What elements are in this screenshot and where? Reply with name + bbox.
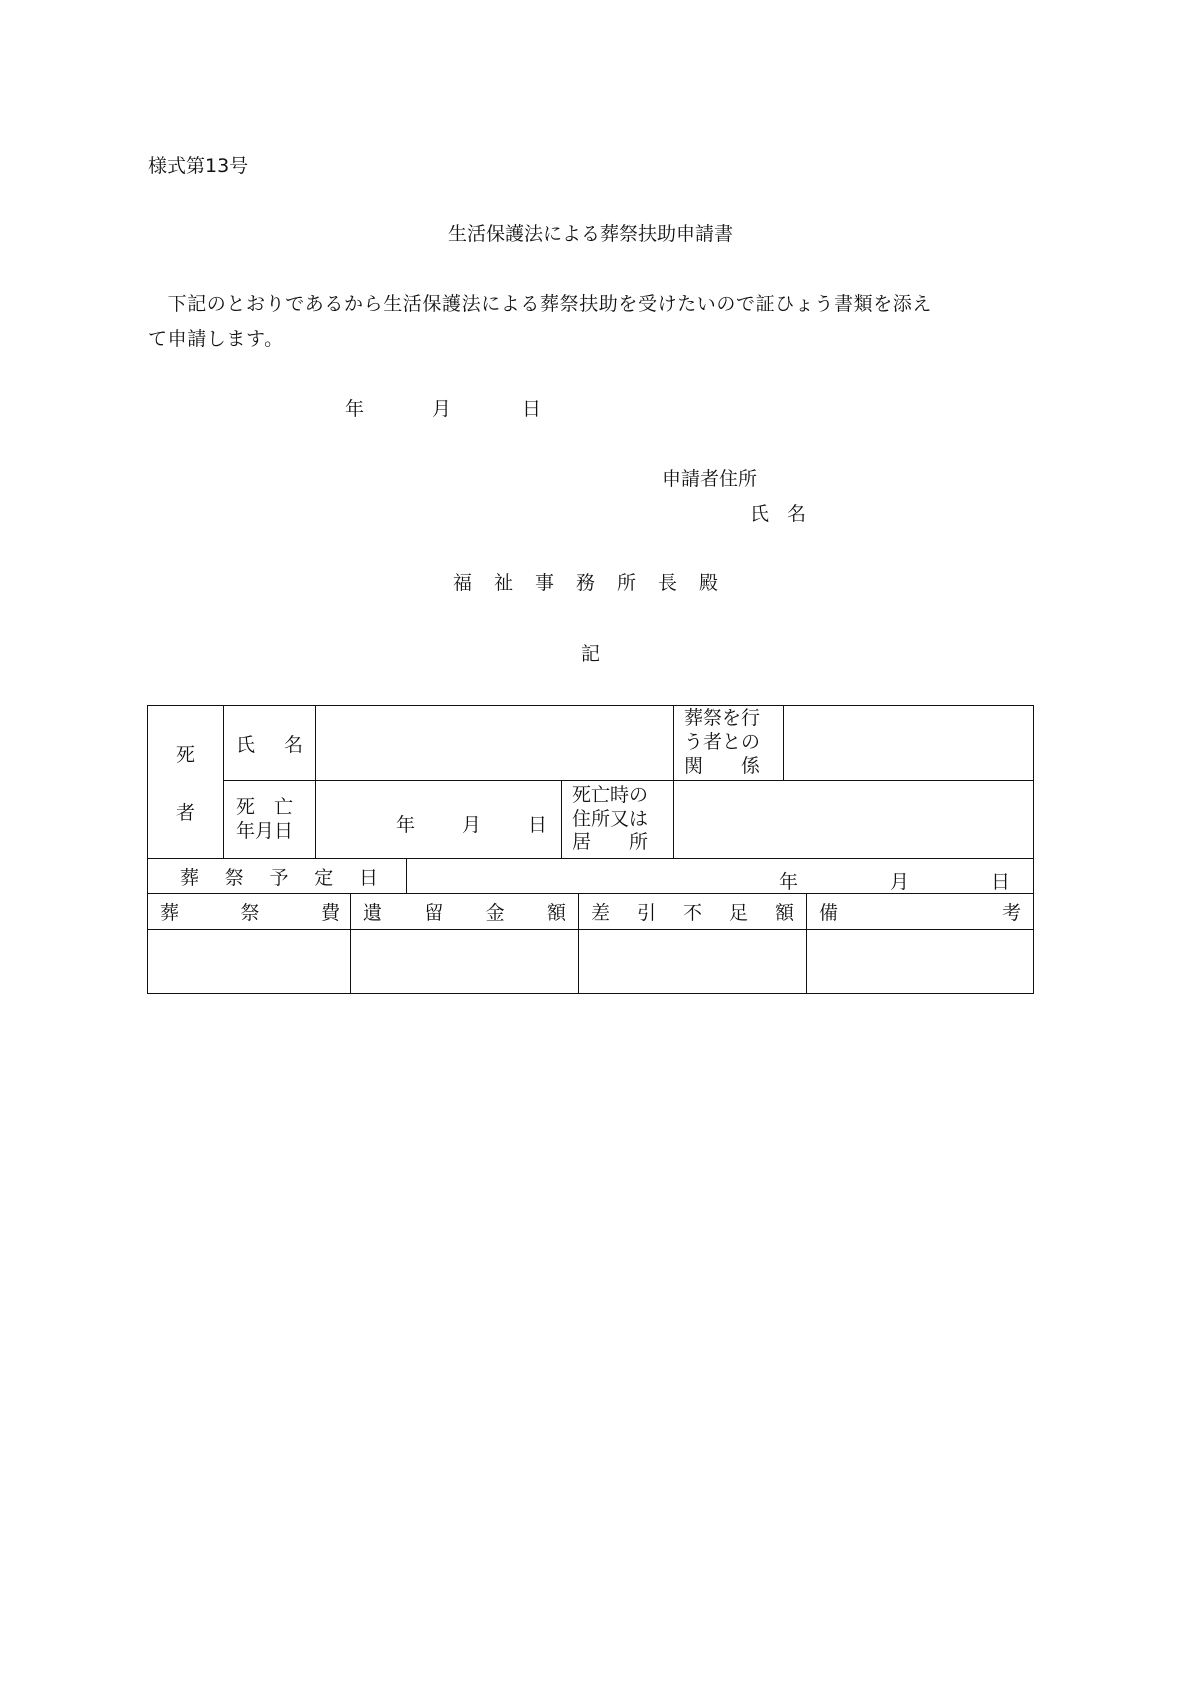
death-date-day-label: 日 (528, 814, 548, 836)
deficiency-header-char-3: 不 (682, 902, 702, 924)
funeral-performer-relation-label-cell (674, 705, 784, 781)
deficiency-header-char-5: 額 (774, 902, 794, 924)
intro-line-2: て申請します。 (148, 328, 284, 350)
applicant-name-label: 氏名 (750, 503, 825, 525)
death-date-field[interactable] (316, 781, 562, 859)
deceased-name-label-cell (224, 705, 316, 781)
estate-money-header-char-1: 遺 (363, 902, 383, 924)
document-title: 生活保護法による葬祭扶助申請書 (447, 223, 733, 245)
deficiency-header-char-1: 差 (591, 902, 611, 924)
applicant-address-label: 申請者住所 (662, 468, 758, 490)
death-date-label-line-1: 死 亡 (236, 795, 294, 818)
deficiency-amount-header (579, 894, 807, 930)
funeral-cost-header-char-1: 葬 (160, 902, 180, 924)
addressee: 福祉事務所長殿 (452, 572, 740, 594)
deceased-label-char-2: 者 (176, 802, 196, 824)
relation-label-line-3: 関 係 (684, 754, 761, 777)
funeral-date-field[interactable] (407, 859, 1034, 894)
death-date-label-cell (224, 781, 316, 859)
application-form-table (147, 705, 1034, 994)
estate-money-header-char-3: 金 (485, 902, 505, 924)
funeral-date-day-label: 日 (991, 871, 1011, 893)
death-address-label-cell (562, 781, 674, 859)
application-date-day-label: 日 (522, 398, 542, 420)
funeral-cost-header-char-2: 祭 (240, 902, 260, 924)
death-address-field[interactable] (674, 781, 1034, 859)
funeral-date-label-char-2: 祭 (224, 866, 244, 889)
deceased-name-label-char-1: 氏 (236, 733, 256, 756)
death-address-label-line-3: 居 所 (572, 831, 649, 854)
funeral-date-label-cell (147, 859, 407, 894)
funeral-date-month-label: 月 (890, 871, 910, 893)
deficiency-header-char-2: 引 (636, 902, 656, 924)
estate-money-header-char-4: 額 (546, 902, 566, 924)
deficiency-amount-field[interactable] (579, 930, 807, 994)
intro-line-1: 下記のとおりであるから生活保護法による葬祭扶助を受けたいので証ひょう書類を添え (148, 293, 933, 315)
remarks-field[interactable] (807, 930, 1034, 994)
application-date-year-label: 年 (345, 398, 365, 420)
death-date-month-label: 月 (462, 814, 482, 836)
funeral-date-label-char-1: 葬 (180, 866, 200, 889)
deceased-label-cell (147, 705, 224, 859)
relation-label-line-1: 葬祭を行 (684, 707, 761, 730)
deficiency-header-char-4: 足 (728, 902, 748, 924)
relation-label-line-2: う者との (684, 731, 761, 754)
form-number: 様式第13号 (148, 155, 249, 177)
funeral-date-label-char-4: 定 (314, 866, 334, 889)
estate-money-header (351, 894, 579, 930)
remarks-header-char-1: 備 (819, 902, 839, 924)
death-date-year-label: 年 (396, 814, 416, 836)
funeral-cost-header-char-3: 費 (320, 902, 340, 924)
deceased-name-field[interactable] (316, 705, 674, 781)
remarks-header (807, 894, 1034, 930)
funeral-cost-field[interactable] (147, 930, 351, 994)
ki-heading: 記 (580, 643, 600, 665)
funeral-performer-relation-field[interactable] (784, 705, 1034, 781)
deceased-name-label-char-2: 名 (283, 733, 303, 756)
death-address-label-line-1: 死亡時の (572, 783, 649, 806)
funeral-date-year-label: 年 (779, 871, 799, 893)
estate-money-field[interactable] (351, 930, 579, 994)
death-date-label-line-2: 年月日 (236, 819, 294, 842)
funeral-date-label-char-5: 日 (358, 866, 378, 889)
application-date-month-label: 月 (432, 398, 452, 420)
funeral-date-label-char-3: 予 (269, 866, 289, 889)
deceased-label-char-1: 死 (176, 744, 196, 766)
death-address-label-line-2: 住所又は (572, 807, 649, 830)
remarks-header-char-2: 考 (1001, 902, 1021, 924)
estate-money-header-char-2: 留 (424, 902, 444, 924)
funeral-cost-header (147, 894, 351, 930)
